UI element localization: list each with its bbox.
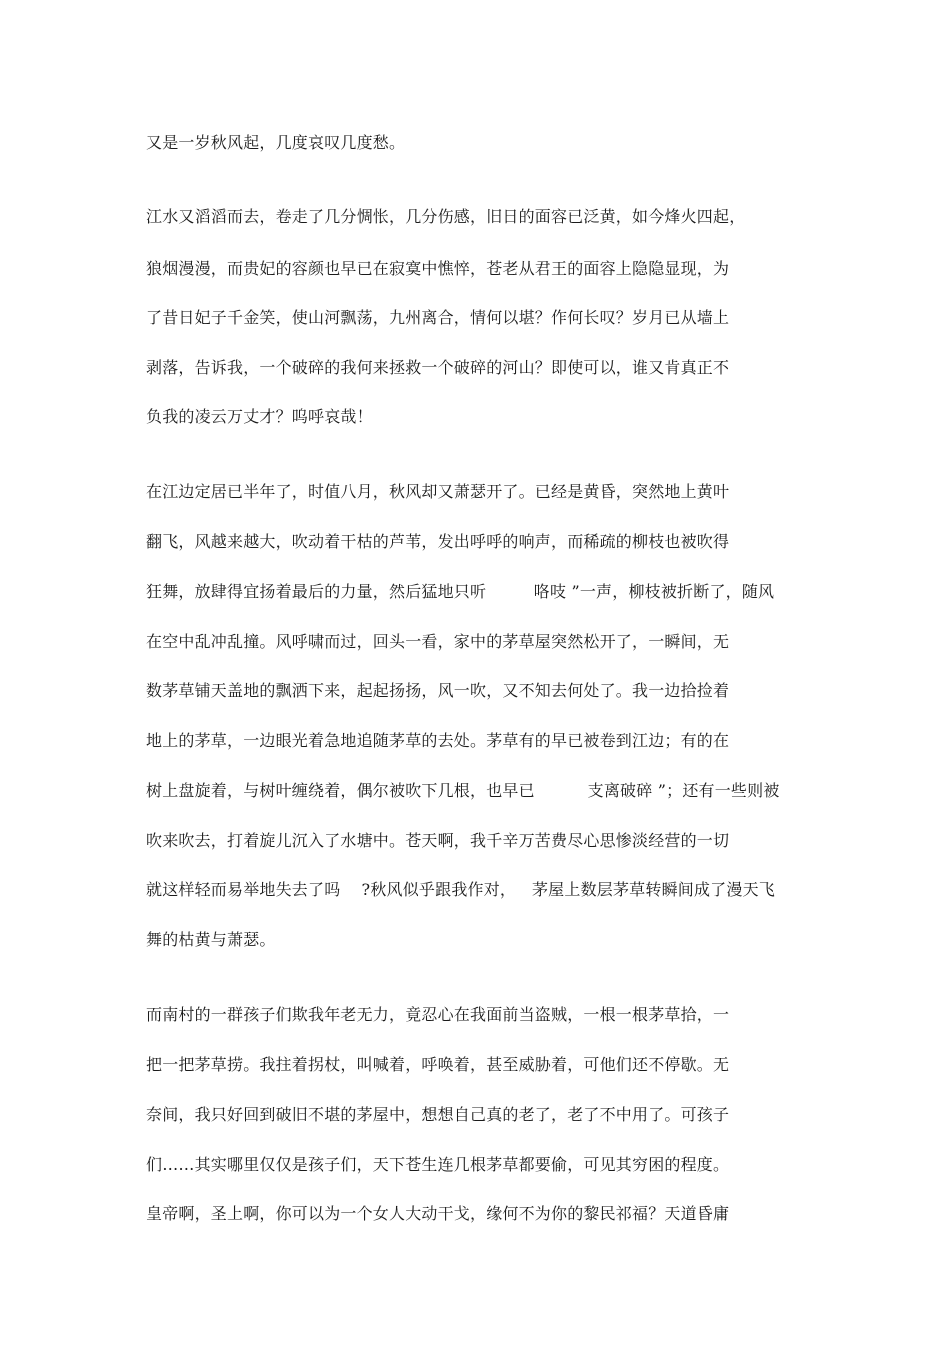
- text-line: 数茅草铺天盖地的飘洒下来，起起扬扬，风一吹，又不知去何处了。我一边拾捡着: [146, 681, 730, 700]
- text-line: 狂舞，放肆得宜扬着最后的力量，然后猛地只听 咯吱 ”一声，柳枝被折断了，随风: [146, 582, 775, 601]
- text-line: 把一把茅草捞。我拄着拐杖，叫喊着，呼唤着，甚至威胁着，可他们还不停歇。无: [146, 1055, 730, 1074]
- text-line: 在空中乱冲乱撞。风呼啸而过，回头一看，家中的茅草屋突然松开了，一瞬间，无: [146, 632, 730, 651]
- text-line: 们……其实哪里仅仅是孩子们，天下苍生连几根茅草都要偷，可见其穷困的程度。: [146, 1155, 730, 1174]
- text-line: 舞的枯黄与萧瑟。: [146, 930, 276, 949]
- text-line: 就这样轻而易举地失去了吗 ?秋风似乎跟我作对， 茅屋上数层茅草转瞬间成了漫天飞: [146, 880, 775, 899]
- text-line: 狼烟漫漫，而贵妃的容颜也早已在寂寞中憔悴，苍老从君王的面容上隐隐显现，为: [146, 259, 730, 278]
- text-line: 负我的凌云万丈才？呜呼哀哉！: [146, 407, 373, 426]
- text-line: 江水又滔滔而去，卷走了几分惆怅，几分伤感，旧日的面容已泛黄，如今烽火四起，: [146, 207, 746, 226]
- text-line: 而南村的一群孩子们欺我年老无力，竟忍心在我面前当盗贼，一根一根茅草拾，一: [146, 1005, 730, 1024]
- text-line: 皇帝啊，圣上啊，你可以为一个女人大动干戈，缘何不为你的黎民祁福？天道昏庸: [146, 1204, 730, 1223]
- text-line: 又是一岁秋风起，几度哀叹几度愁。: [146, 133, 406, 152]
- text-line: 在江边定居已半年了，时值八月，秋风却又萧瑟开了。已经是黄昏，突然地上黄叶: [146, 482, 730, 501]
- text-line: 吹来吹去，打着旋儿沉入了水塘中。苍天啊，我千辛万苦费尽心思惨淡经营的一切: [146, 831, 730, 850]
- text-line: 地上的茅草，一边眼光着急地追随茅草的去处。茅草有的早已被卷到江边；有的在: [146, 731, 730, 750]
- text-line: 树上盘旋着，与树叶缠绕着，偶尔被吹下几根，也早已 支离破碎 ”；还有一些则被: [146, 781, 780, 800]
- text-line: 剥落，告诉我，一个破碎的我何来拯救一个破碎的河山？即使可以，谁又肯真正不: [146, 358, 730, 377]
- text-line: 翻飞，风越来越大，吹动着干枯的芦苇，发出呼呼的响声，而稀疏的柳枝也被吹得: [146, 532, 730, 551]
- text-line: 奈间，我只好回到破旧不堪的茅屋中，想想自己真的老了，老了不中用了。可孩子: [146, 1105, 730, 1124]
- text-line: 了昔日妃子千金笑，使山河飘荡，九州离合，情何以堪？作何长叹？岁月已从墙上: [146, 308, 730, 327]
